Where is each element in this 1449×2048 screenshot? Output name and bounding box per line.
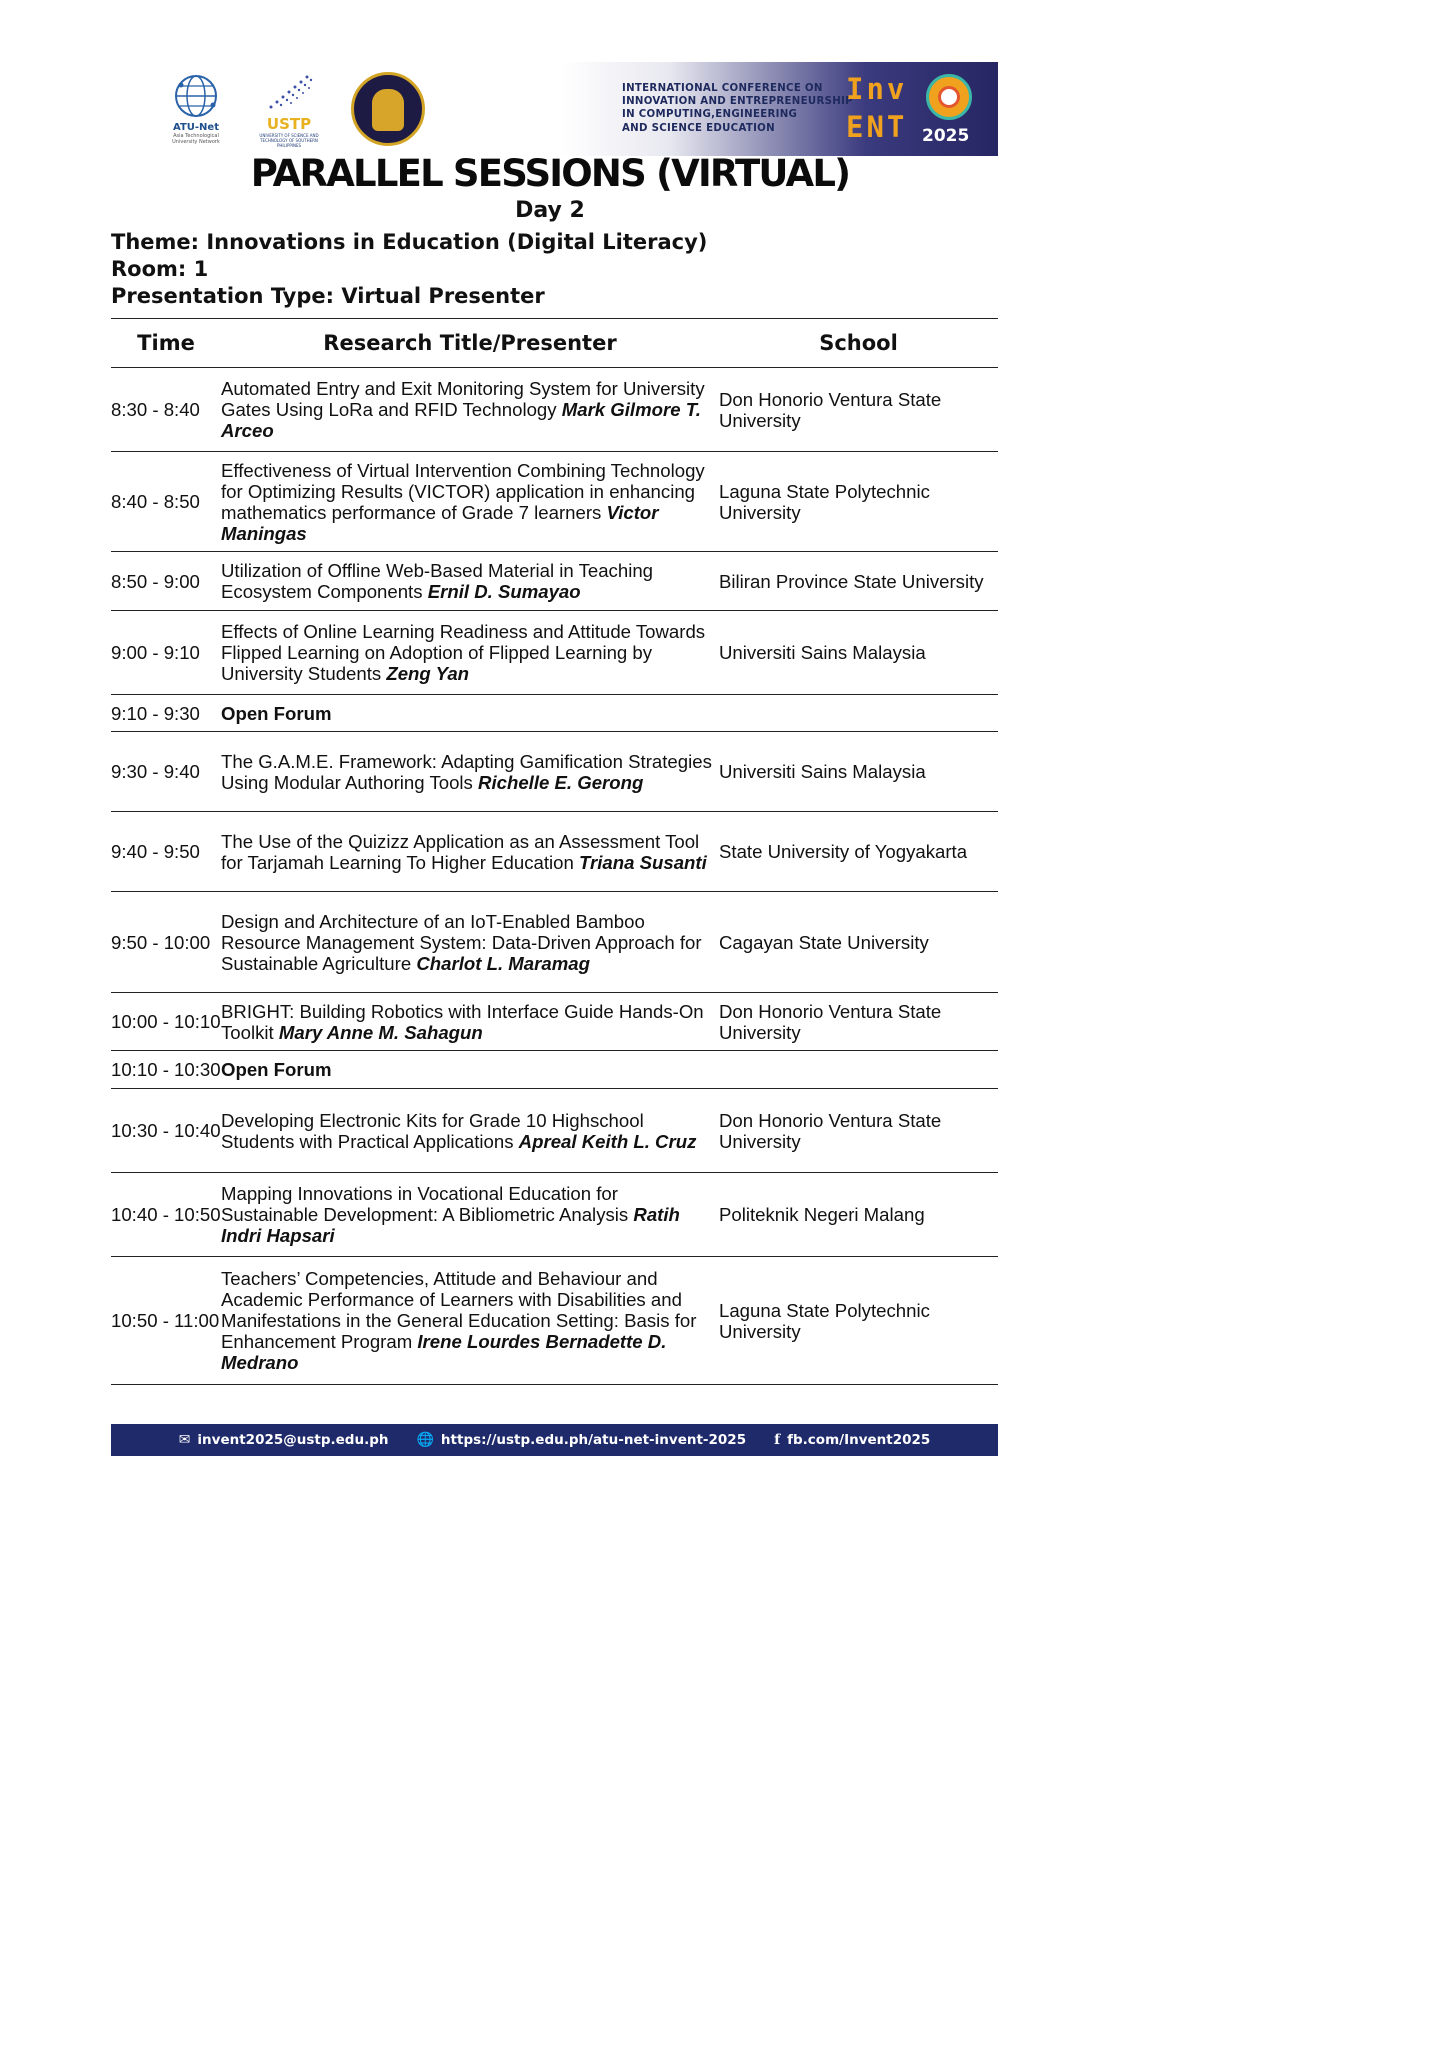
banner-text <box>622 82 853 135</box>
row-school: State University of Yogyakarta <box>719 812 998 892</box>
row-title: Design and Architecture of an IoT-Enabled Bamboo Resource Management System: Data-Driven Approach for Sustainable Agriculture <box>221 910 702 974</box>
row-presenter: Mary Anne M. Sahagun <box>278 1021 483 1043</box>
ustp-logo-subtext: UNIVERSITY OF SCIENCE AND TECHNOLOGY OF SOUTHERN PHILIPPINES <box>259 132 319 148</box>
atu-net-logo <box>165 73 227 145</box>
page-title: PARALLEL SESSIONS (VIRTUAL) <box>250 152 850 195</box>
table-row <box>111 993 998 1051</box>
presentation-type-label: Presentation Type: Virtual Presenter <box>111 284 545 308</box>
footer-email[interactable] <box>179 1432 389 1448</box>
day-label: Day 2 <box>515 198 585 223</box>
footer-website-text: https://ustp.edu.ph/atu-net-invent-2025 <box>440 1432 747 1448</box>
atu-logo-subtext: Asia Technological University Network <box>172 133 220 145</box>
header-time: Time <box>111 319 221 368</box>
row-school: Biliran Province State University <box>719 552 998 611</box>
partner-logos <box>165 62 425 156</box>
schedule-table <box>111 318 998 1385</box>
table-row <box>111 452 998 552</box>
row-school: Don Honorio Ventura State University <box>719 368 998 452</box>
table-row <box>111 892 998 993</box>
row-school: Laguna State Polytechnic University <box>719 1257 998 1385</box>
open-forum-label: Open Forum <box>221 695 998 732</box>
row-title: BRIGHT: Building Robotics with Interface Guide Hands-On Toolkit <box>221 1000 704 1043</box>
row-title: Automated Entry and Exit Monitoring System for University Gates Using LoRa and RFID Technology <box>221 378 705 420</box>
banner-line-3: IN COMPUTING,ENGINEERING <box>622 109 798 121</box>
row-time: 10:30 - 10:40 <box>111 1089 221 1173</box>
row-time: 9:00 - 9:10 <box>111 611 221 695</box>
row-school: Universiti Sains Malaysia <box>719 732 998 812</box>
brand-inv: Inv <box>846 72 908 106</box>
globe-icon <box>169 73 223 119</box>
row-title-cell <box>221 552 719 611</box>
row-time: 10:00 - 10:10 <box>111 993 221 1051</box>
row-title-cell <box>221 452 719 552</box>
envelope-icon: ✉ <box>178 1432 191 1448</box>
row-title: Effectiveness of Virtual Intervention Combining Technology for Optimizing Results (VICTOR) application in enhancing mathematics performance of Grade 7 learners <box>221 459 705 523</box>
row-title: Mapping Innovations in Vocational Education for Sustainable Development: A Bibliometric Analysis <box>221 1183 629 1225</box>
table-row <box>111 732 998 812</box>
row-presenter: Irene Lourdes Bernadette D. Medrano <box>221 1331 667 1373</box>
row-time: 8:40 - 8:50 <box>111 452 221 552</box>
conference-banner <box>560 62 998 156</box>
table-row <box>111 812 998 892</box>
table-row <box>111 552 998 611</box>
page-header <box>110 62 998 156</box>
banner-line-1: INTERNATIONAL CONFERENCE ON <box>622 83 823 94</box>
row-time: 10:50 - 11:00 <box>111 1257 221 1385</box>
header-school: School <box>719 319 998 368</box>
atu-logo-text: ATU-Net <box>173 122 219 133</box>
row-time: 8:30 - 8:40 <box>111 368 221 452</box>
table-header-row <box>111 319 998 368</box>
footer-facebook[interactable] <box>774 1432 930 1448</box>
row-title-cell <box>221 1173 719 1257</box>
row-time: 9:50 - 10:00 <box>111 892 221 993</box>
table-row <box>111 1089 998 1173</box>
open-forum-label: Open Forum <box>221 1051 998 1089</box>
row-time: 9:10 - 9:30 <box>111 695 221 732</box>
table-row <box>111 1257 998 1385</box>
brawijaya-seal-logo <box>351 72 425 146</box>
row-presenter: Richelle E. Gerong <box>478 771 644 793</box>
row-presenter: Ernil D. Sumayao <box>427 581 581 602</box>
contact-footer <box>111 1424 998 1456</box>
row-title: Effects of Online Learning Readiness and Attitude Towards Flipped Learning on Adoption of Flipped Learning by University Students <box>221 621 706 684</box>
row-title-cell <box>221 812 719 892</box>
row-title-cell <box>221 1257 719 1385</box>
seal-figure-icon <box>372 89 404 131</box>
row-presenter: Triana Susanti <box>578 851 707 873</box>
globe-icon: 🌐 <box>416 1432 434 1448</box>
row-school: Laguna State Polytechnic University <box>719 452 998 552</box>
row-school: Don Honorio Ventura State University <box>719 993 998 1051</box>
row-title: Utilization of Offline Web-Based Material in Teaching Ecosystem Components <box>221 560 654 602</box>
row-title-cell <box>221 611 719 695</box>
row-school: Don Honorio Ventura State University <box>719 1089 998 1173</box>
banner-line-4: AND SCIENCE EDUCATION <box>622 122 775 134</box>
row-title-cell <box>221 732 719 812</box>
row-presenter: Mark Gilmore T. Arceo <box>221 399 701 441</box>
row-school: Cagayan State University <box>719 892 998 993</box>
row-time: 10:10 - 10:30 <box>111 1051 221 1089</box>
footer-email-text: invent2025@ustp.edu.ph <box>197 1432 389 1448</box>
table-row <box>111 1173 998 1257</box>
row-presenter: Apreal Keith L. Cruz <box>518 1130 697 1152</box>
row-time: 10:40 - 10:50 <box>111 1173 221 1257</box>
row-title-cell <box>221 993 719 1051</box>
row-title-cell <box>221 1089 719 1173</box>
theme-label: Theme: Innovations in Education (Digital Literacy) <box>111 230 708 254</box>
footer-website[interactable] <box>416 1432 746 1448</box>
ustp-logo <box>257 71 321 148</box>
row-school: Politeknik Negeri Malang <box>719 1173 998 1257</box>
row-title: Developing Electronic Kits for Grade 10 Highschool Students with Practical Applications <box>221 1109 644 1152</box>
room-label: Room: 1 <box>111 257 209 281</box>
table-row-forum <box>111 695 998 732</box>
row-title: The Use of the Quizizz Application as an Assessment Tool for Tarjamah Learning To Higher Education <box>221 830 700 873</box>
dots-arc-icon <box>259 71 319 111</box>
row-title-cell <box>221 892 719 993</box>
ustp-logo-text: USTP <box>266 114 312 133</box>
row-presenter: Victor Maningas <box>221 501 659 544</box>
banner-line-2: INNOVATION AND ENTREPRENEURSHIP <box>622 96 853 108</box>
row-title: The G.A.M.E. Framework: Adapting Gamification Strategies Using Modular Authoring Tools <box>221 750 712 793</box>
brand-ring-icon <box>926 74 972 120</box>
table-row-forum <box>111 1051 998 1089</box>
row-time: 9:30 - 9:40 <box>111 732 221 812</box>
row-time: 8:50 - 9:00 <box>111 552 221 611</box>
row-time: 9:40 - 9:50 <box>111 812 221 892</box>
brand-year: 2025 <box>922 126 970 146</box>
header-title: Research Title/Presenter <box>221 319 719 368</box>
row-title-cell <box>221 368 719 452</box>
table-row <box>111 611 998 695</box>
footer-facebook-text: fb.com/Invent2025 <box>787 1432 931 1448</box>
row-school: Universiti Sains Malaysia <box>719 611 998 695</box>
row-presenter: Zeng Yan <box>386 663 470 684</box>
row-presenter: Charlot L. Maramag <box>416 952 590 974</box>
brand-ent: ENT <box>846 110 908 144</box>
row-presenter: Ratih Indri Hapsari <box>221 1204 680 1246</box>
table-row <box>111 368 998 452</box>
facebook-icon: f <box>774 1432 781 1448</box>
row-title: Teachers’ Competencies, Attitude and Behaviour and Academic Performance of Learners with Disabilities and Manifestations in the General Education Setting: Basis for Enhancement Program <box>221 1268 697 1352</box>
